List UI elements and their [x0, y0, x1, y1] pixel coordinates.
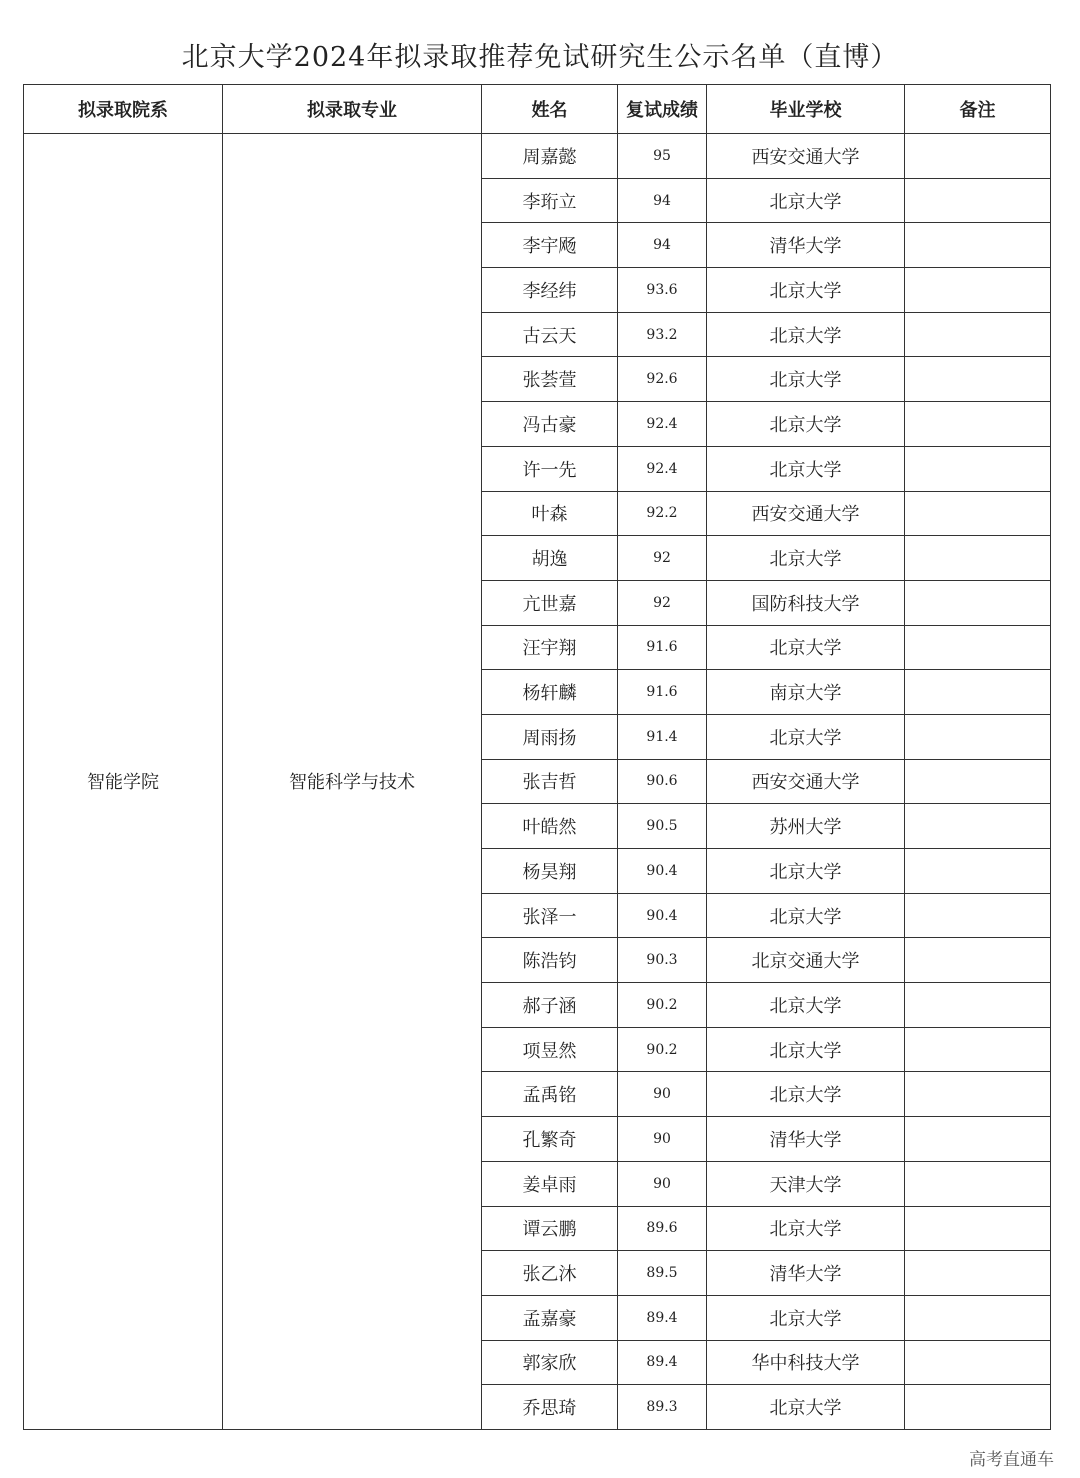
- school-cell: 北京大学: [707, 1295, 905, 1340]
- score-cell: 90.4: [618, 849, 707, 894]
- name-cell: 郝子涵: [482, 983, 618, 1028]
- note-cell: [905, 446, 1051, 491]
- name-cell: 胡逸: [482, 536, 618, 581]
- name-cell: 孔繁奇: [482, 1117, 618, 1162]
- note-cell: [905, 714, 1051, 759]
- note-cell: [905, 938, 1051, 983]
- score-cell: 91.6: [618, 670, 707, 715]
- score-cell: 92.6: [618, 357, 707, 402]
- school-cell: 北京大学: [707, 1072, 905, 1117]
- school-cell: 北京大学: [707, 312, 905, 357]
- school-cell: 北京大学: [707, 1206, 905, 1251]
- note-cell: [905, 670, 1051, 715]
- note-cell: [905, 491, 1051, 536]
- score-cell: 92: [618, 580, 707, 625]
- name-cell: 郭家欣: [482, 1340, 618, 1385]
- note-cell: [905, 804, 1051, 849]
- note-cell: [905, 357, 1051, 402]
- school-cell: 西安交通大学: [707, 759, 905, 804]
- table-header-row: [24, 85, 1051, 134]
- note-cell: [905, 759, 1051, 804]
- note-cell: [905, 536, 1051, 581]
- name-cell: 叶森: [482, 491, 618, 536]
- name-cell: 项昱然: [482, 1027, 618, 1072]
- name-cell: 陈浩钧: [482, 938, 618, 983]
- name-cell: 张泽一: [482, 893, 618, 938]
- name-cell: 古云天: [482, 312, 618, 357]
- score-cell: 92.2: [618, 491, 707, 536]
- name-cell: 孟嘉豪: [482, 1295, 618, 1340]
- school-cell: 北京大学: [707, 1027, 905, 1072]
- score-cell: 89.3: [618, 1385, 707, 1430]
- watermark: 高考直通车: [969, 1450, 1054, 1470]
- score-cell: 95: [618, 134, 707, 179]
- school-cell: 北京大学: [707, 893, 905, 938]
- school-cell: 北京交通大学: [707, 938, 905, 983]
- score-cell: 93.2: [618, 312, 707, 357]
- name-cell: 周雨扬: [482, 714, 618, 759]
- note-cell: [905, 849, 1051, 894]
- admission-table: [23, 84, 1051, 1430]
- score-cell: 90: [618, 1117, 707, 1162]
- score-cell: 90.6: [618, 759, 707, 804]
- school-cell: 北京大学: [707, 178, 905, 223]
- major-cell: 智能科学与技术: [223, 134, 482, 1430]
- note-cell: [905, 893, 1051, 938]
- school-cell: 国防科技大学: [707, 580, 905, 625]
- note-cell: [905, 1161, 1051, 1206]
- header-note: 备注: [905, 85, 1051, 134]
- score-cell: 90.5: [618, 804, 707, 849]
- school-cell: 北京大学: [707, 983, 905, 1028]
- note-cell: [905, 1206, 1051, 1251]
- note-cell: [905, 1295, 1051, 1340]
- table-body: [24, 134, 1051, 1430]
- name-cell: 李宇飏: [482, 223, 618, 268]
- school-cell: 苏州大学: [707, 804, 905, 849]
- header-score: 复试成绩: [618, 85, 707, 134]
- school-cell: 北京大学: [707, 268, 905, 313]
- school-cell: 天津大学: [707, 1161, 905, 1206]
- school-cell: 华中科技大学: [707, 1340, 905, 1385]
- score-cell: 90.4: [618, 893, 707, 938]
- score-cell: 92.4: [618, 446, 707, 491]
- name-cell: 冯古豪: [482, 402, 618, 447]
- school-cell: 北京大学: [707, 357, 905, 402]
- school-cell: 北京大学: [707, 1385, 905, 1430]
- name-cell: 杨昊翔: [482, 849, 618, 894]
- score-cell: 89.4: [618, 1340, 707, 1385]
- school-cell: 西安交通大学: [707, 491, 905, 536]
- note-cell: [905, 1117, 1051, 1162]
- header-dept: 拟录取院系: [24, 85, 223, 134]
- score-cell: 89.6: [618, 1206, 707, 1251]
- school-cell: 西安交通大学: [707, 134, 905, 179]
- note-cell: [905, 312, 1051, 357]
- name-cell: 杨轩麟: [482, 670, 618, 715]
- name-cell: 张吉哲: [482, 759, 618, 804]
- score-cell: 90.2: [618, 1027, 707, 1072]
- name-cell: 孟禹铭: [482, 1072, 618, 1117]
- header-major: 拟录取专业: [223, 85, 482, 134]
- note-cell: [905, 134, 1051, 179]
- score-cell: 89.4: [618, 1295, 707, 1340]
- note-cell: [905, 1340, 1051, 1385]
- table-row: [24, 134, 1051, 179]
- note-cell: [905, 223, 1051, 268]
- header-school: 毕业学校: [707, 85, 905, 134]
- page-title: 北京大学2024年拟录取推荐免试研究生公示名单（直博）: [181, 42, 899, 73]
- name-cell: 李经纬: [482, 268, 618, 313]
- note-cell: [905, 983, 1051, 1028]
- score-cell: 94: [618, 178, 707, 223]
- name-cell: 谭云鹏: [482, 1206, 618, 1251]
- header-name: 姓名: [482, 85, 618, 134]
- name-cell: 姜卓雨: [482, 1161, 618, 1206]
- note-cell: [905, 625, 1051, 670]
- note-cell: [905, 268, 1051, 313]
- note-cell: [905, 1385, 1051, 1430]
- school-cell: 北京大学: [707, 402, 905, 447]
- score-cell: 94: [618, 223, 707, 268]
- school-cell: 清华大学: [707, 1117, 905, 1162]
- score-cell: 92.4: [618, 402, 707, 447]
- score-cell: 92: [618, 536, 707, 581]
- name-cell: 叶皓然: [482, 804, 618, 849]
- school-cell: 北京大学: [707, 849, 905, 894]
- note-cell: [905, 402, 1051, 447]
- school-cell: 清华大学: [707, 1251, 905, 1296]
- score-cell: 90.2: [618, 983, 707, 1028]
- note-cell: [905, 1251, 1051, 1296]
- name-cell: 许一先: [482, 446, 618, 491]
- note-cell: [905, 1072, 1051, 1117]
- name-cell: 汪宇翔: [482, 625, 618, 670]
- score-cell: 89.5: [618, 1251, 707, 1296]
- note-cell: [905, 1027, 1051, 1072]
- score-cell: 93.6: [618, 268, 707, 313]
- school-cell: 北京大学: [707, 625, 905, 670]
- name-cell: 周嘉懿: [482, 134, 618, 179]
- school-cell: 北京大学: [707, 446, 905, 491]
- score-cell: 91.4: [618, 714, 707, 759]
- score-cell: 90: [618, 1072, 707, 1117]
- score-cell: 90: [618, 1161, 707, 1206]
- school-cell: 清华大学: [707, 223, 905, 268]
- name-cell: 李珩立: [482, 178, 618, 223]
- name-cell: 张乙沐: [482, 1251, 618, 1296]
- note-cell: [905, 178, 1051, 223]
- dept-cell: 智能学院: [24, 134, 223, 1430]
- name-cell: 乔思琦: [482, 1385, 618, 1430]
- school-cell: 南京大学: [707, 670, 905, 715]
- school-cell: 北京大学: [707, 714, 905, 759]
- name-cell: 张荟萱: [482, 357, 618, 402]
- name-cell: 亢世嘉: [482, 580, 618, 625]
- score-cell: 91.6: [618, 625, 707, 670]
- score-cell: 90.3: [618, 938, 707, 983]
- note-cell: [905, 580, 1051, 625]
- school-cell: 北京大学: [707, 536, 905, 581]
